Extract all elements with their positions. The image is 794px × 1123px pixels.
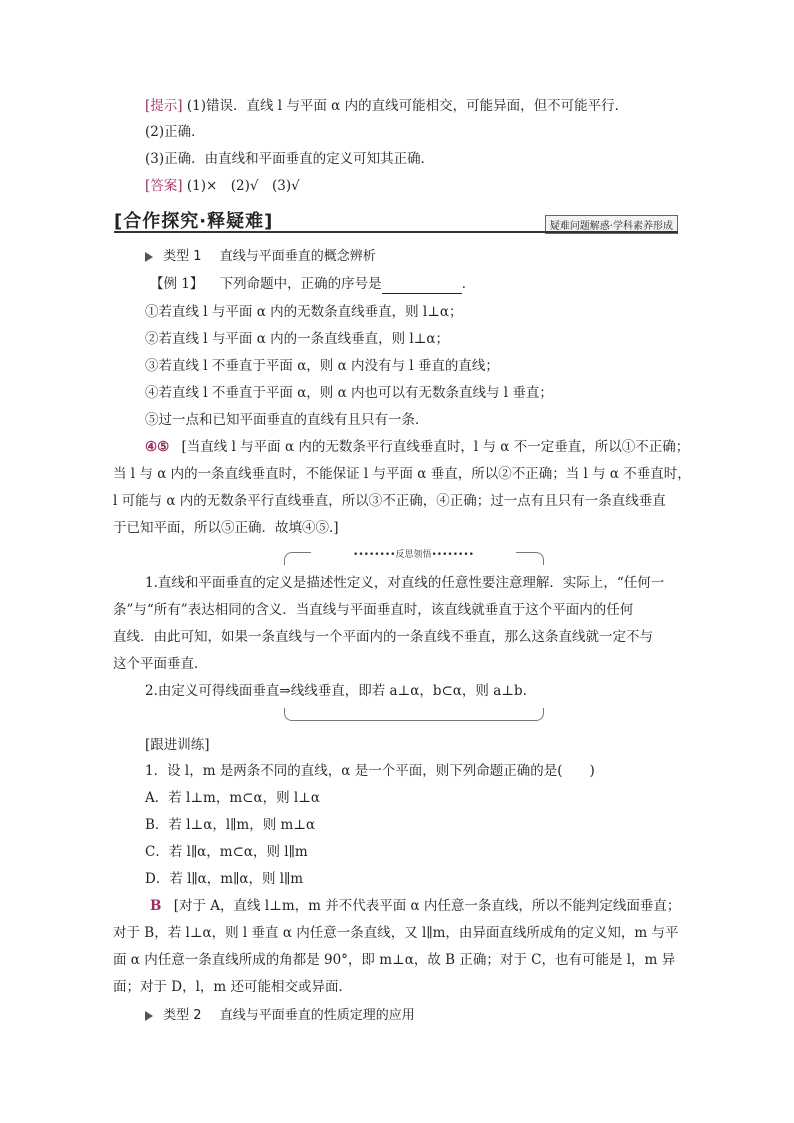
play-triangle-icon bbox=[145, 1011, 153, 1021]
example1-prompt bbox=[150, 274, 475, 294]
hint-text-1: (1)错误．直线 l 与平面 α 内的直线可能相交，可能异面，但不可能平行． bbox=[186, 98, 629, 114]
hint-tag: [提示] bbox=[145, 98, 183, 114]
practice-question: 1．设 l，m 是两条不同的直线，α 是一个平面，则下列命题正确的是( ) bbox=[145, 763, 595, 779]
example-solution-4: 于已知平面，所以⑤正确．故填④⑤.] bbox=[113, 520, 339, 536]
practice-answer: B bbox=[150, 898, 162, 914]
reflection-line-5: 2.由定义可得线面垂直⇒线线垂直，即若 a⊥α，b⊂α，则 a⊥b. bbox=[145, 683, 527, 699]
practice-solution-4: 面；对于 D，l，m 还可能相交或异面． bbox=[113, 979, 353, 995]
hint-line-2: (2)正确． bbox=[145, 124, 205, 140]
hint-answer bbox=[145, 176, 300, 196]
solution-line-1: [当直线 l 与平面 α 内的无数条平行直线垂直时，l 与 α 不一定垂直，所以①不正确； bbox=[181, 439, 690, 455]
hint-line-3: (3)正确．由直线和平面垂直的定义可知其正确． bbox=[145, 151, 435, 167]
prompt-end: ． bbox=[461, 276, 476, 292]
reflection-line-4: 这个平面垂直． bbox=[113, 656, 208, 672]
example-solution-3: l 可能与 α 内的无数条平行直线垂直，所以③不正确，④正确；过一点有且只有一条直线垂直 bbox=[113, 493, 666, 509]
practice-solution-2: 对于 B，若 l⊥α，则 l 垂直 α 内任意一条直线，又 l∥m，由异面直线所成角的定义知，m 与平 bbox=[113, 925, 679, 941]
type1-title: 直线与平面垂直的概念辨析 bbox=[219, 249, 376, 264]
reflection-line-1: 1.直线和平面垂直的定义是描述性定义，对直线的任意性要注意理解．实际上，“任何一 bbox=[145, 575, 665, 591]
answer-tag: [答案] bbox=[145, 178, 183, 194]
example-item-4: ④若直线 l 不垂直于平面 α，则 α 内也可以有无数条直线与 l 垂直； bbox=[145, 385, 553, 401]
type1-label: 类型 1 bbox=[163, 249, 202, 264]
section-divider bbox=[114, 231, 678, 233]
option-a: A．若 l⊥m，m⊂α，则 l⊥α bbox=[145, 790, 321, 806]
type2-label: 类型 2 bbox=[163, 1008, 202, 1023]
example-item-5: ⑤过一点和已知平面垂直的直线有且只有一条． bbox=[145, 412, 429, 428]
practice-solution-text-1: [对于 A，直线 l⊥m，m 并不代表平面 α 内任意一条直线，所以不能判定线面垂直； bbox=[173, 898, 681, 914]
reflection-frame-bottom bbox=[284, 708, 544, 721]
reflection-line-3: 直线．由此可知，如果一条直线与一个平面内的一条直线不垂直，那么这条直线就一定不与 bbox=[113, 629, 653, 645]
example-item-3: ③若直线 l 不垂直于平面 α，则 α 内没有与 l 垂直的直线； bbox=[145, 358, 499, 374]
example-solution-2: 当 l 与 α 内的一条直线垂直时，不能保证 l 与平面 α 垂直，所以②不正确；当 l 与 α 不垂直时， bbox=[113, 466, 691, 482]
example-question: 下列命题中，正确的序号是 bbox=[219, 276, 382, 292]
answer-blank bbox=[382, 279, 462, 294]
example-solution-1 bbox=[145, 437, 689, 457]
example-item-2: ②若直线 l 与平面 α 内的一条直线垂直，则 l⊥α； bbox=[145, 331, 450, 347]
practice-tag: [跟进训练] bbox=[145, 737, 210, 753]
example-item-1: ①若直线 l 与平面 α 内的无数条直线垂直，则 l⊥α； bbox=[145, 304, 463, 320]
example-tag: 【例 1】 bbox=[150, 276, 204, 292]
section-badge: 疑难问题解惑·学科素养形成 bbox=[545, 215, 678, 234]
option-b: B．若 l⊥α，l∥m，则 m⊥α bbox=[145, 817, 316, 833]
option-d: D．若 l∥α，m∥α，则 l∥m bbox=[145, 871, 304, 887]
section-title: [合作探究·释疑难] bbox=[114, 211, 274, 232]
type2-title: 直线与平面垂直的性质定理的应用 bbox=[219, 1008, 415, 1023]
option-c: C．若 l∥α，m⊂α，则 l∥m bbox=[145, 844, 308, 860]
type1-heading bbox=[145, 245, 376, 264]
example-answer: ④⑤ bbox=[145, 439, 170, 455]
practice-solution-1 bbox=[150, 896, 680, 916]
reflection-label: ••••••••反思领悟•••••••• bbox=[311, 547, 516, 560]
answer-text: (1)× (2)√ (3)√ bbox=[186, 178, 300, 194]
type2-heading bbox=[145, 1004, 415, 1023]
practice-solution-3: 面 α 内任意一条直线所成的角都是 90°，即 m⊥α，故 B 正确；对于 C，也有可能是 l，m 异 bbox=[113, 952, 676, 968]
reflection-line-2: 条”与“所有”表达相同的含义．当直线与平面垂直时，该直线就垂直于这个平面内的任何 bbox=[113, 602, 634, 618]
play-triangle-icon bbox=[145, 252, 153, 262]
hint-line-1 bbox=[145, 96, 628, 116]
